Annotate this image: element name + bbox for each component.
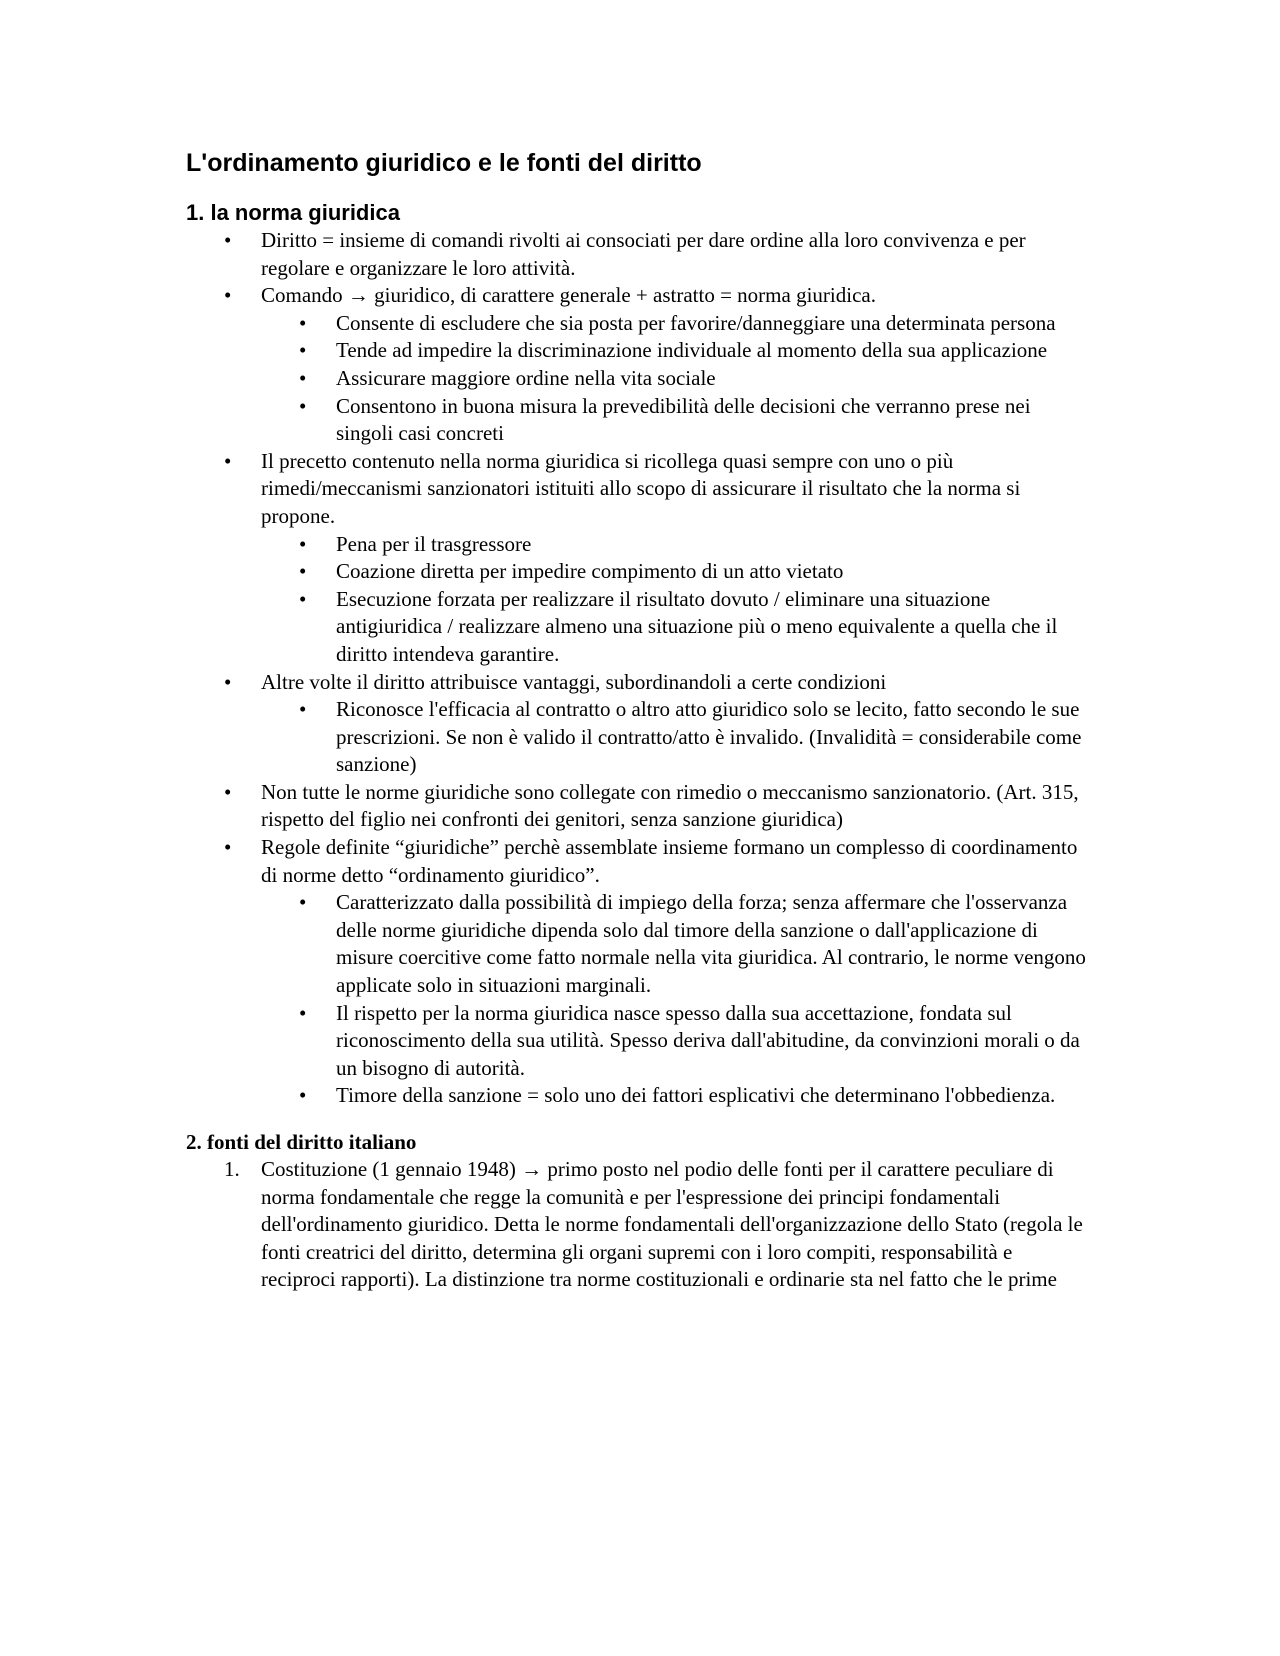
list-item: [186, 669, 1086, 779]
bullet-icon: •: [224, 669, 232, 694]
bullet-icon: •: [224, 228, 232, 252]
bullet-icon: •: [299, 531, 307, 556]
sublist-item: [261, 365, 1086, 393]
sublist-item-text: Consente di escludere che sia posta per favorire/danneggiare una determinata persona: [336, 310, 1056, 335]
bullet-icon: •: [224, 835, 232, 860]
sublist-item: [261, 696, 1086, 779]
sublist-item: [261, 337, 1086, 365]
sublist-item-text: Coazione diretta per impedire compimento di un atto vietato: [336, 559, 844, 584]
bullet-icon: •: [299, 393, 307, 418]
list-item: [186, 227, 1086, 282]
list-number: 1.: [224, 1157, 240, 1181]
sublist: [261, 889, 1086, 1110]
sublist-item: [261, 1000, 1086, 1083]
list-item-text: Il precetto contenuto nella norma giuridica si ricollega quasi sempre con uno o più rimedi/meccanismi sanzionatori istituiti allo scopo di assicurare il risultato che la norma si propone.: [261, 448, 1021, 528]
sublist-item: [261, 586, 1086, 669]
sublist: [261, 531, 1086, 669]
bullet-icon: •: [299, 338, 307, 363]
sublist-item: [261, 889, 1086, 999]
numbered-list-item: [186, 1156, 1086, 1294]
sublist-item-text: Caratterizzato dalla possibilità di impiego della forza; senza affermare che l'osservanza delle norme giuridiche dipenda solo dal timore della sanzione o dall'applicazione di misure coercitive come fatto normale nella vita giuridica. Al contrario, le norme vengono applicate solo in situazioni marginali.: [336, 890, 1086, 998]
list-item: [186, 779, 1086, 834]
list-item-text: Altre volte il diritto attribuisce vantaggi, subordinandoli a certe condizioni: [261, 669, 887, 694]
sublist-item: [261, 1082, 1086, 1110]
bullet-icon: •: [299, 697, 307, 722]
sublist-item: [261, 558, 1086, 586]
numbered-item-text: Costituzione (1 gennaio 1948) → primo posto nel podio delle fonti per il carattere peculiare di norma fondamentale che regge la comunità e per l'espressione dei principi fondamentali dell'ordinamento giuridico. Detta le norme fondamentali dell'organizzazione dello Stato (regola le fonti creatrici del diritto, determina gli organi supremi con i loro compiti, responsabilità e reciproci rapporti). La distinzione tra norme costituzionali e ordinarie sta nel fatto che le prime: [261, 1157, 1083, 1292]
bullet-icon: •: [299, 890, 307, 915]
bullet-icon: •: [299, 310, 307, 335]
sublist-item-text: Pena per il trasgressore: [336, 531, 532, 556]
sublist-item-text: Consentono in buona misura la prevedibilità delle decisioni che verranno prese nei singoli casi concreti: [336, 393, 1031, 446]
sublist-item: [261, 310, 1086, 338]
section-heading-1: 1. la norma giuridica: [186, 200, 400, 225]
sublist-item-text: Assicurare maggiore ordine nella vita sociale: [336, 365, 716, 390]
bullet-icon: •: [224, 283, 232, 308]
bullet-icon: •: [224, 448, 232, 473]
bullet-icon: •: [224, 779, 232, 804]
sublist-item-text: Timore della sanzione = solo uno dei fattori esplicativi che determinano l'obbedienza.: [336, 1083, 1056, 1108]
bullet-icon: •: [299, 586, 307, 611]
sublist: [261, 310, 1086, 448]
section-spacer: [186, 1110, 1086, 1128]
list-item: [186, 282, 1086, 448]
list-item-text: Regole definite “giuridiche” perchè assemblate insieme formano un complesso di coordinamento di norme detto “ordinamento giuridico”.: [261, 835, 1078, 887]
list-item: [186, 448, 1086, 669]
bullet-icon: •: [299, 559, 307, 584]
sublist-item: [261, 531, 1086, 559]
list-item-text: Comando → giuridico, di carattere generale + astratto = norma giuridica.: [261, 283, 876, 308]
section-heading-2: 2. fonti del diritto italiano: [186, 1130, 417, 1154]
bullet-icon: •: [299, 1000, 307, 1025]
section1-list: [186, 227, 1086, 1110]
list-item-text: Diritto = insieme di comandi rivolti ai consociati per dare ordine alla loro convivenza e per regolare e organizzare le loro attività.: [261, 228, 1026, 280]
page-title: L'ordinamento giuridico e le fonti del diritto: [186, 149, 702, 177]
sublist: [261, 696, 1086, 779]
sublist-item-text: Il rispetto per la norma giuridica nasce spesso dalla sua accettazione, fondata sul riconoscimento della sua utilità. Spesso deriva dall'abitudine, da convinzioni morali o da un bisogno di autorità.: [336, 1000, 1080, 1080]
list-item-text: Non tutte le norme giuridiche sono collegate con rimedio o meccanismo sanzionatorio. (Art. 315, rispetto del figlio nei confronti dei genitori, senza sanzione giuridica): [261, 779, 1079, 832]
sublist-item-text: Riconosce l'efficacia al contratto o altro atto giuridico solo se lecito, fatto secondo le sue prescrizioni. Se non è valido il contratto/atto è invalido. (Invalidità = considerabile come sanzione): [336, 697, 1082, 777]
sublist-item-text: Esecuzione forzata per realizzare il risultato dovuto / eliminare una situazione antigiuridica / realizzare almeno una situazione più o meno equivalente a quella che il diritto intendeva garantire.: [336, 586, 1058, 666]
sublist-item: [261, 393, 1086, 448]
section2-list: [186, 1156, 1086, 1294]
bullet-icon: •: [299, 365, 307, 390]
document-page: [186, 146, 1086, 1294]
sublist-item-text: Tende ad impedire la discriminazione individuale al momento della sua applicazione: [336, 338, 1048, 363]
bullet-icon: •: [299, 1083, 307, 1108]
list-item: [186, 834, 1086, 1110]
